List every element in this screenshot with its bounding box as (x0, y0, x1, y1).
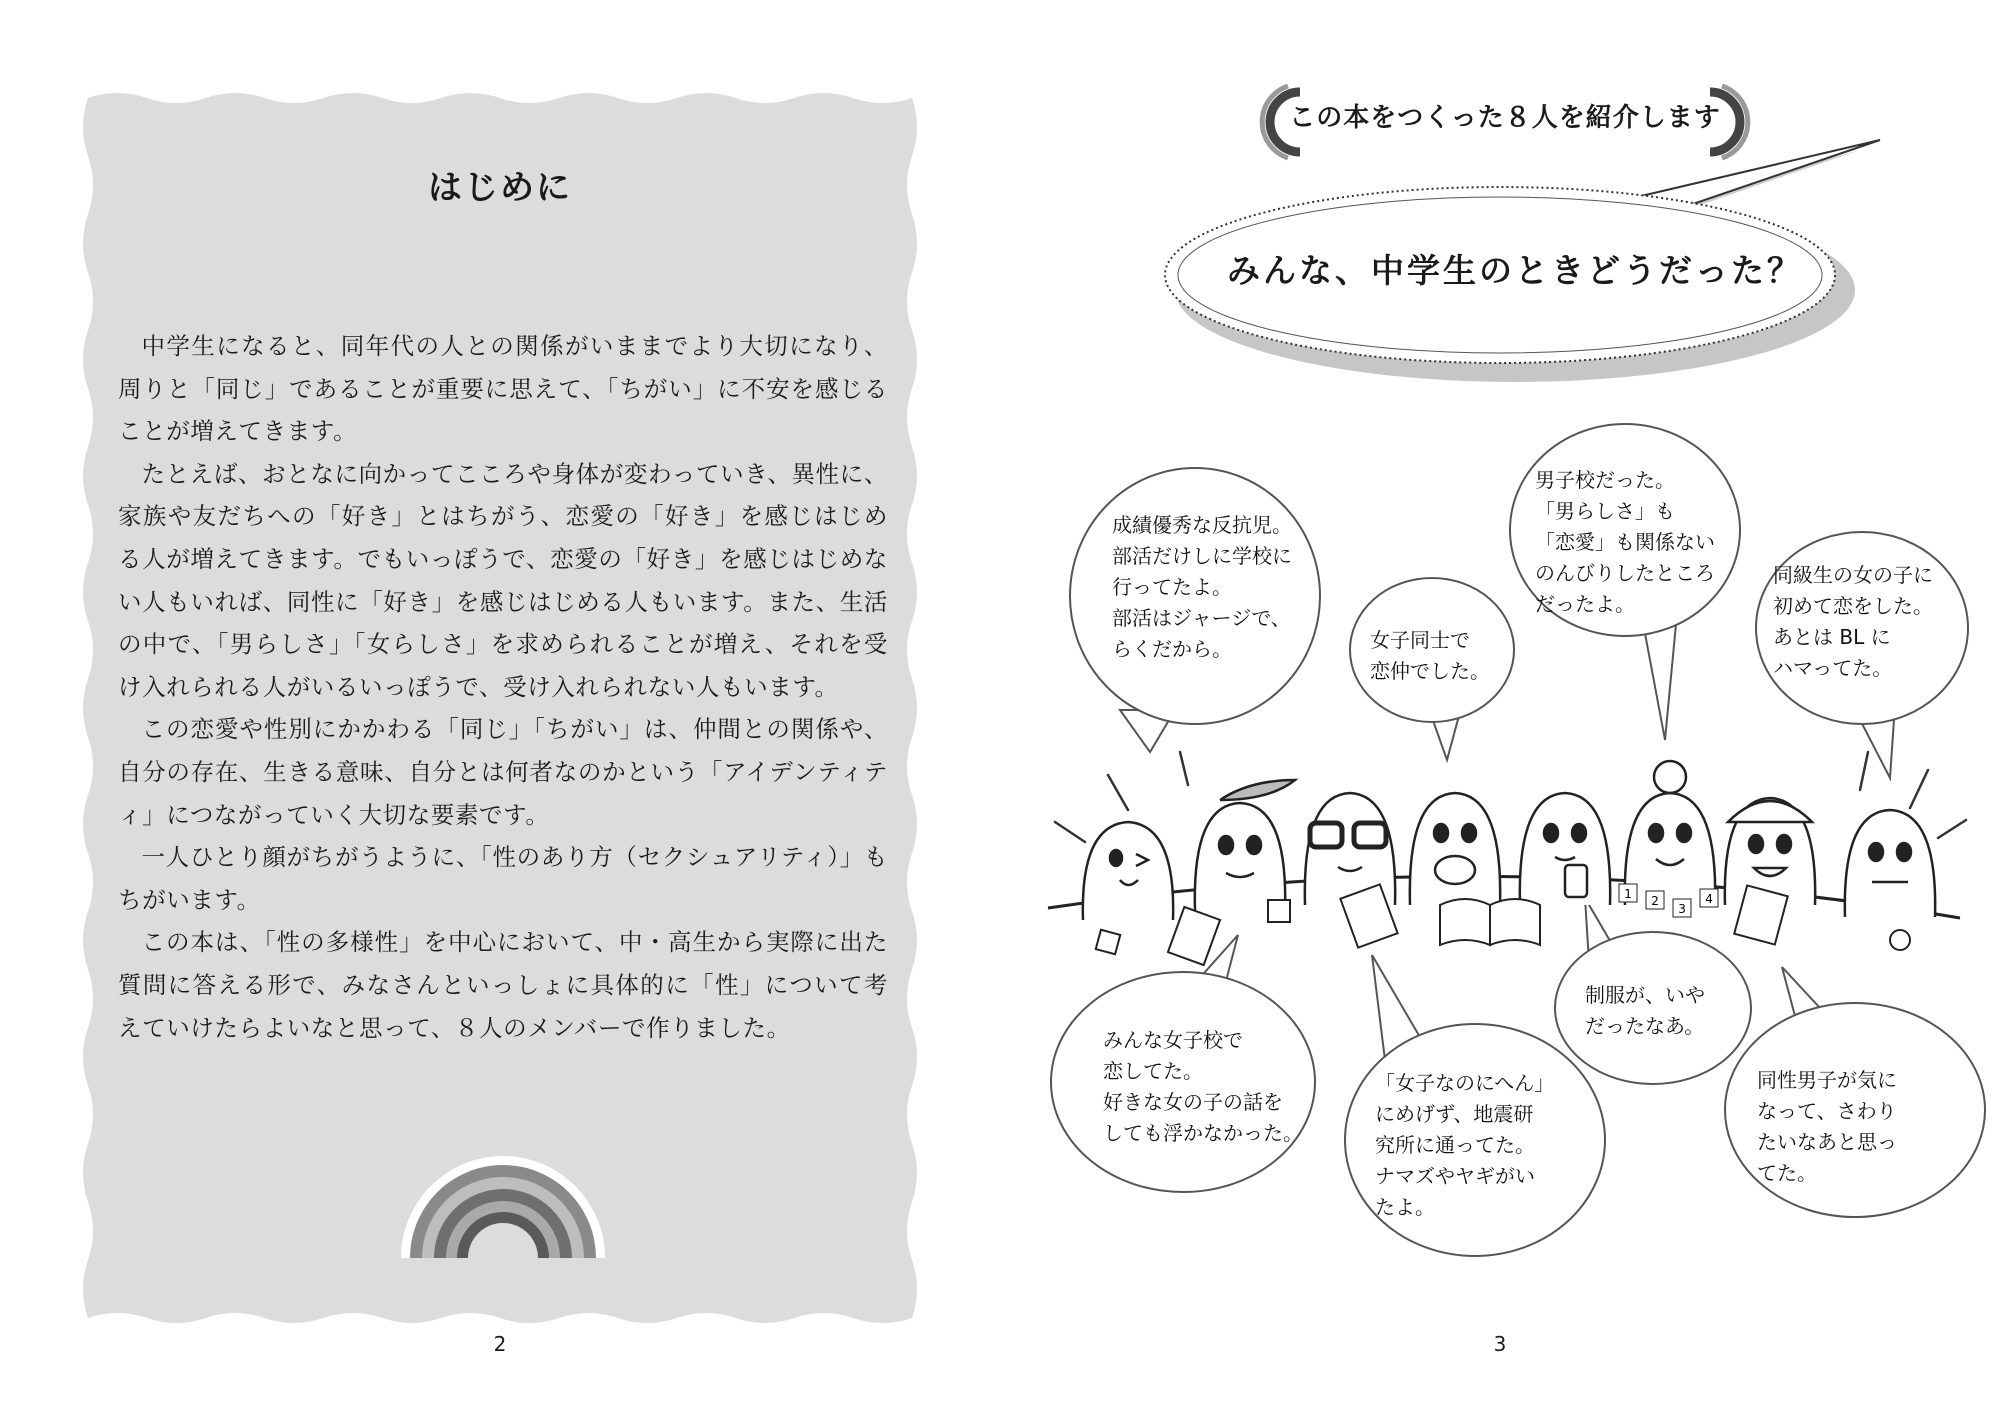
intro-paragraph: 一人ひとり顔がちがうように、「性のあり方（セクシュアリティ）」もちがいます。 (118, 843, 888, 914)
small-card (1096, 930, 1120, 954)
page-number-left: 2 (493, 1332, 507, 1356)
die-number: 1 (1624, 887, 1632, 901)
bubble-text-6: 「女子なのにへん」 にめげず、地震研 究所に通ってた。 ナマズやヤギがい たよ。 (1375, 1071, 1555, 1219)
paper-sheet (1168, 907, 1220, 965)
intro-paragraph: たとえば、おとなに向かってこころや身体が変わっていき、異性に、家族や友だちへの「好き」とはちがう、恋愛の「好き」を感じはじめる人が増えてきます。でもいっぽうで、恋愛の「好き」を感じはじめない人もいれば、同性に「好き」を感じはじめる人もいます。また、生活の中で、「男らしさ」「女らしさ」を求められることが増え、それを受け入れられる人がいるいっぽうで、受け入れられない人もいます。 (118, 459, 888, 701)
page-title: はじめに (428, 168, 572, 208)
bubble-text-5: みんな女子校で 恋してた。 好きな女の子の話を しても浮かなかった。 (1103, 1028, 1303, 1145)
bubble-text-3: 男子校だった。 「男らしさ」も 「恋愛」も関係ない のんびりしたところ だったよ。 (1535, 468, 1715, 616)
character-6 (1625, 761, 1715, 905)
headline: みんな、中学生のときどうだった？ (1227, 251, 1803, 290)
intro-paragraph: この本は、「性の多様性」を中心において、中・高生から実際に出た質問に答える形で、みなさんといっしょに具体的に「性」について考えていけたらよいなと思って、８人のメンバーで作りました。 (118, 928, 888, 1042)
character-7 (1725, 798, 1815, 905)
character-8 (1845, 810, 1935, 917)
die-number: 3 (1678, 902, 1686, 916)
open-book-icon (1440, 899, 1540, 945)
motion-lines (1055, 752, 1966, 842)
section-badge: この本をつくった８人を紹介します (1289, 103, 1721, 133)
die-number: 2 (1651, 894, 1659, 908)
character-1 (1083, 822, 1173, 920)
character-2 (1195, 780, 1295, 910)
thread-spool-icon (1890, 930, 1910, 950)
sticky-note (1268, 900, 1290, 922)
character-4 (1410, 793, 1500, 905)
page-number-right: 3 (1493, 1332, 1507, 1356)
bubble-text-7: 制服が、いや だったなあ。 (1585, 983, 1705, 1038)
bubble-text-4: 同級生の女の子に 初めて恋をした。 あとは BL に ハマってた。 (1773, 563, 1933, 680)
intro-paragraph: 中学生になると、同年代の人との関係がいままでより大切になり、周りと「同じ」であることが重要に思えて、「ちがい」に不安を感じることが増えてきます。 (118, 332, 888, 446)
die-number: 4 (1705, 892, 1713, 906)
intro-paragraph: この恋愛や性別にかかわる「同じ」「ちがい」は、仲間との関係や、自分の存在、生きる意味、自分とは何者なのかという「アイデンティティ」につながっていく大切な要素です。 (118, 715, 888, 829)
bubble-text-1: 成績優秀な反抗児。 部活だけしに学校に 行ってたよ。 部活はジャージで、 らくだから。 (1112, 513, 1292, 661)
character-5 (1520, 793, 1610, 905)
characters (1083, 761, 1935, 920)
bubble-text-2: 女子同士で 恋仲でした。 (1370, 628, 1490, 683)
bubble-text-8: 同性男子が気に なって、さわり たいなあと思っ てた。 (1757, 1068, 1897, 1185)
